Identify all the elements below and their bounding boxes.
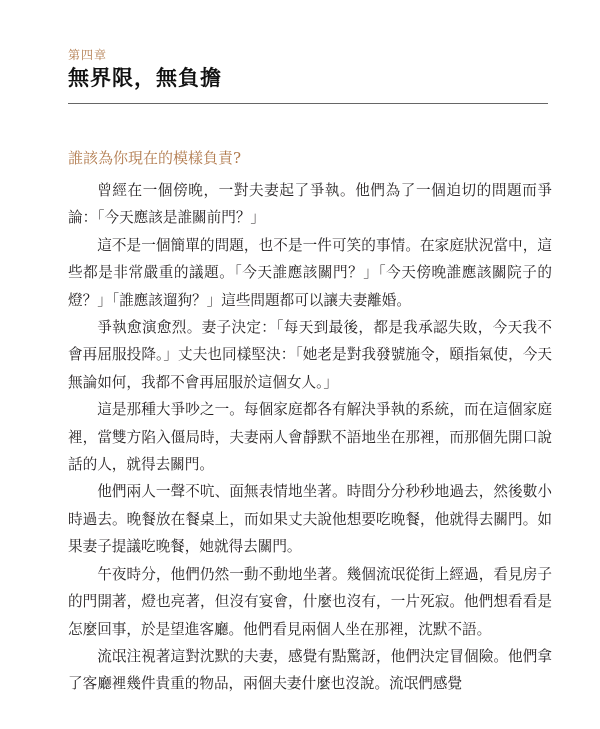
section-heading: 誰該為你現在的模樣負責? — [68, 149, 242, 167]
chapter-title: 無界限，無負擔 — [68, 65, 222, 90]
paragraph: 他們兩人一聲不吭、面無表情地坐著。時間分分秒秒地過去，然後數小時過去。晚餐放在餐桌上，而如果丈夫說他想要吃晚餐，他就得去關門。如果妻子提議吃晚餐，她就得去關門。 — [68, 483, 552, 556]
title-divider — [68, 103, 548, 104]
paragraph: 流氓注視著這對沈默的夫妻，感覺有點驚訝，他們決定冒個險。他們拿了客廳裡幾件貴重的物品，兩個夫妻什麼也沒說。流氓們感覺 — [68, 647, 552, 693]
paragraph: 這不是一個簡單的問題，也不是一件可笑的事情。在家庭狀況當中，這些都是非常嚴重的議題。「今天誰應該關門？」「今天傍晚誰應該關院子的燈？」「誰應該遛狗？」這些問題都可以讓夫妻離婚。 — [68, 236, 552, 309]
paragraph: 曾經在一個傍晚，一對夫妻起了爭執。他們為了一個迫切的問題而爭論：「今天應該是誰關前門？」 — [68, 182, 552, 227]
chapter-label: 第四章 — [68, 48, 108, 62]
paragraph: 爭執愈演愈烈。妻子決定：「每天到最後，都是我承認失敗，今天我不會再屈服投降。」丈夫也同樣堅決：「她老是對我發號施令，頤指氣使，今天無論如何，我都不會再屈服於這個女人。」 — [68, 319, 552, 391]
paragraph: 這是那種大爭吵之一。每個家庭都各有解決爭執的系統，而在這個家庭裡，當雙方陷入僵局時，夫妻兩人會靜默不語地坐在那裡，而那個先開口說話的人，就得去關門。 — [68, 401, 552, 474]
body-text — [68, 177, 552, 698]
paragraph: 午夜時分，他們仍然一動不動地坐著。幾個流氓從街上經過，看見房子的門開著，燈也亮著，但沒有宴會，什麼也沒有，一片死寂。他們想看看是怎麼回事，於是望進客廳。他們看見兩個人坐在那裡，沈默不語。 — [68, 565, 552, 638]
